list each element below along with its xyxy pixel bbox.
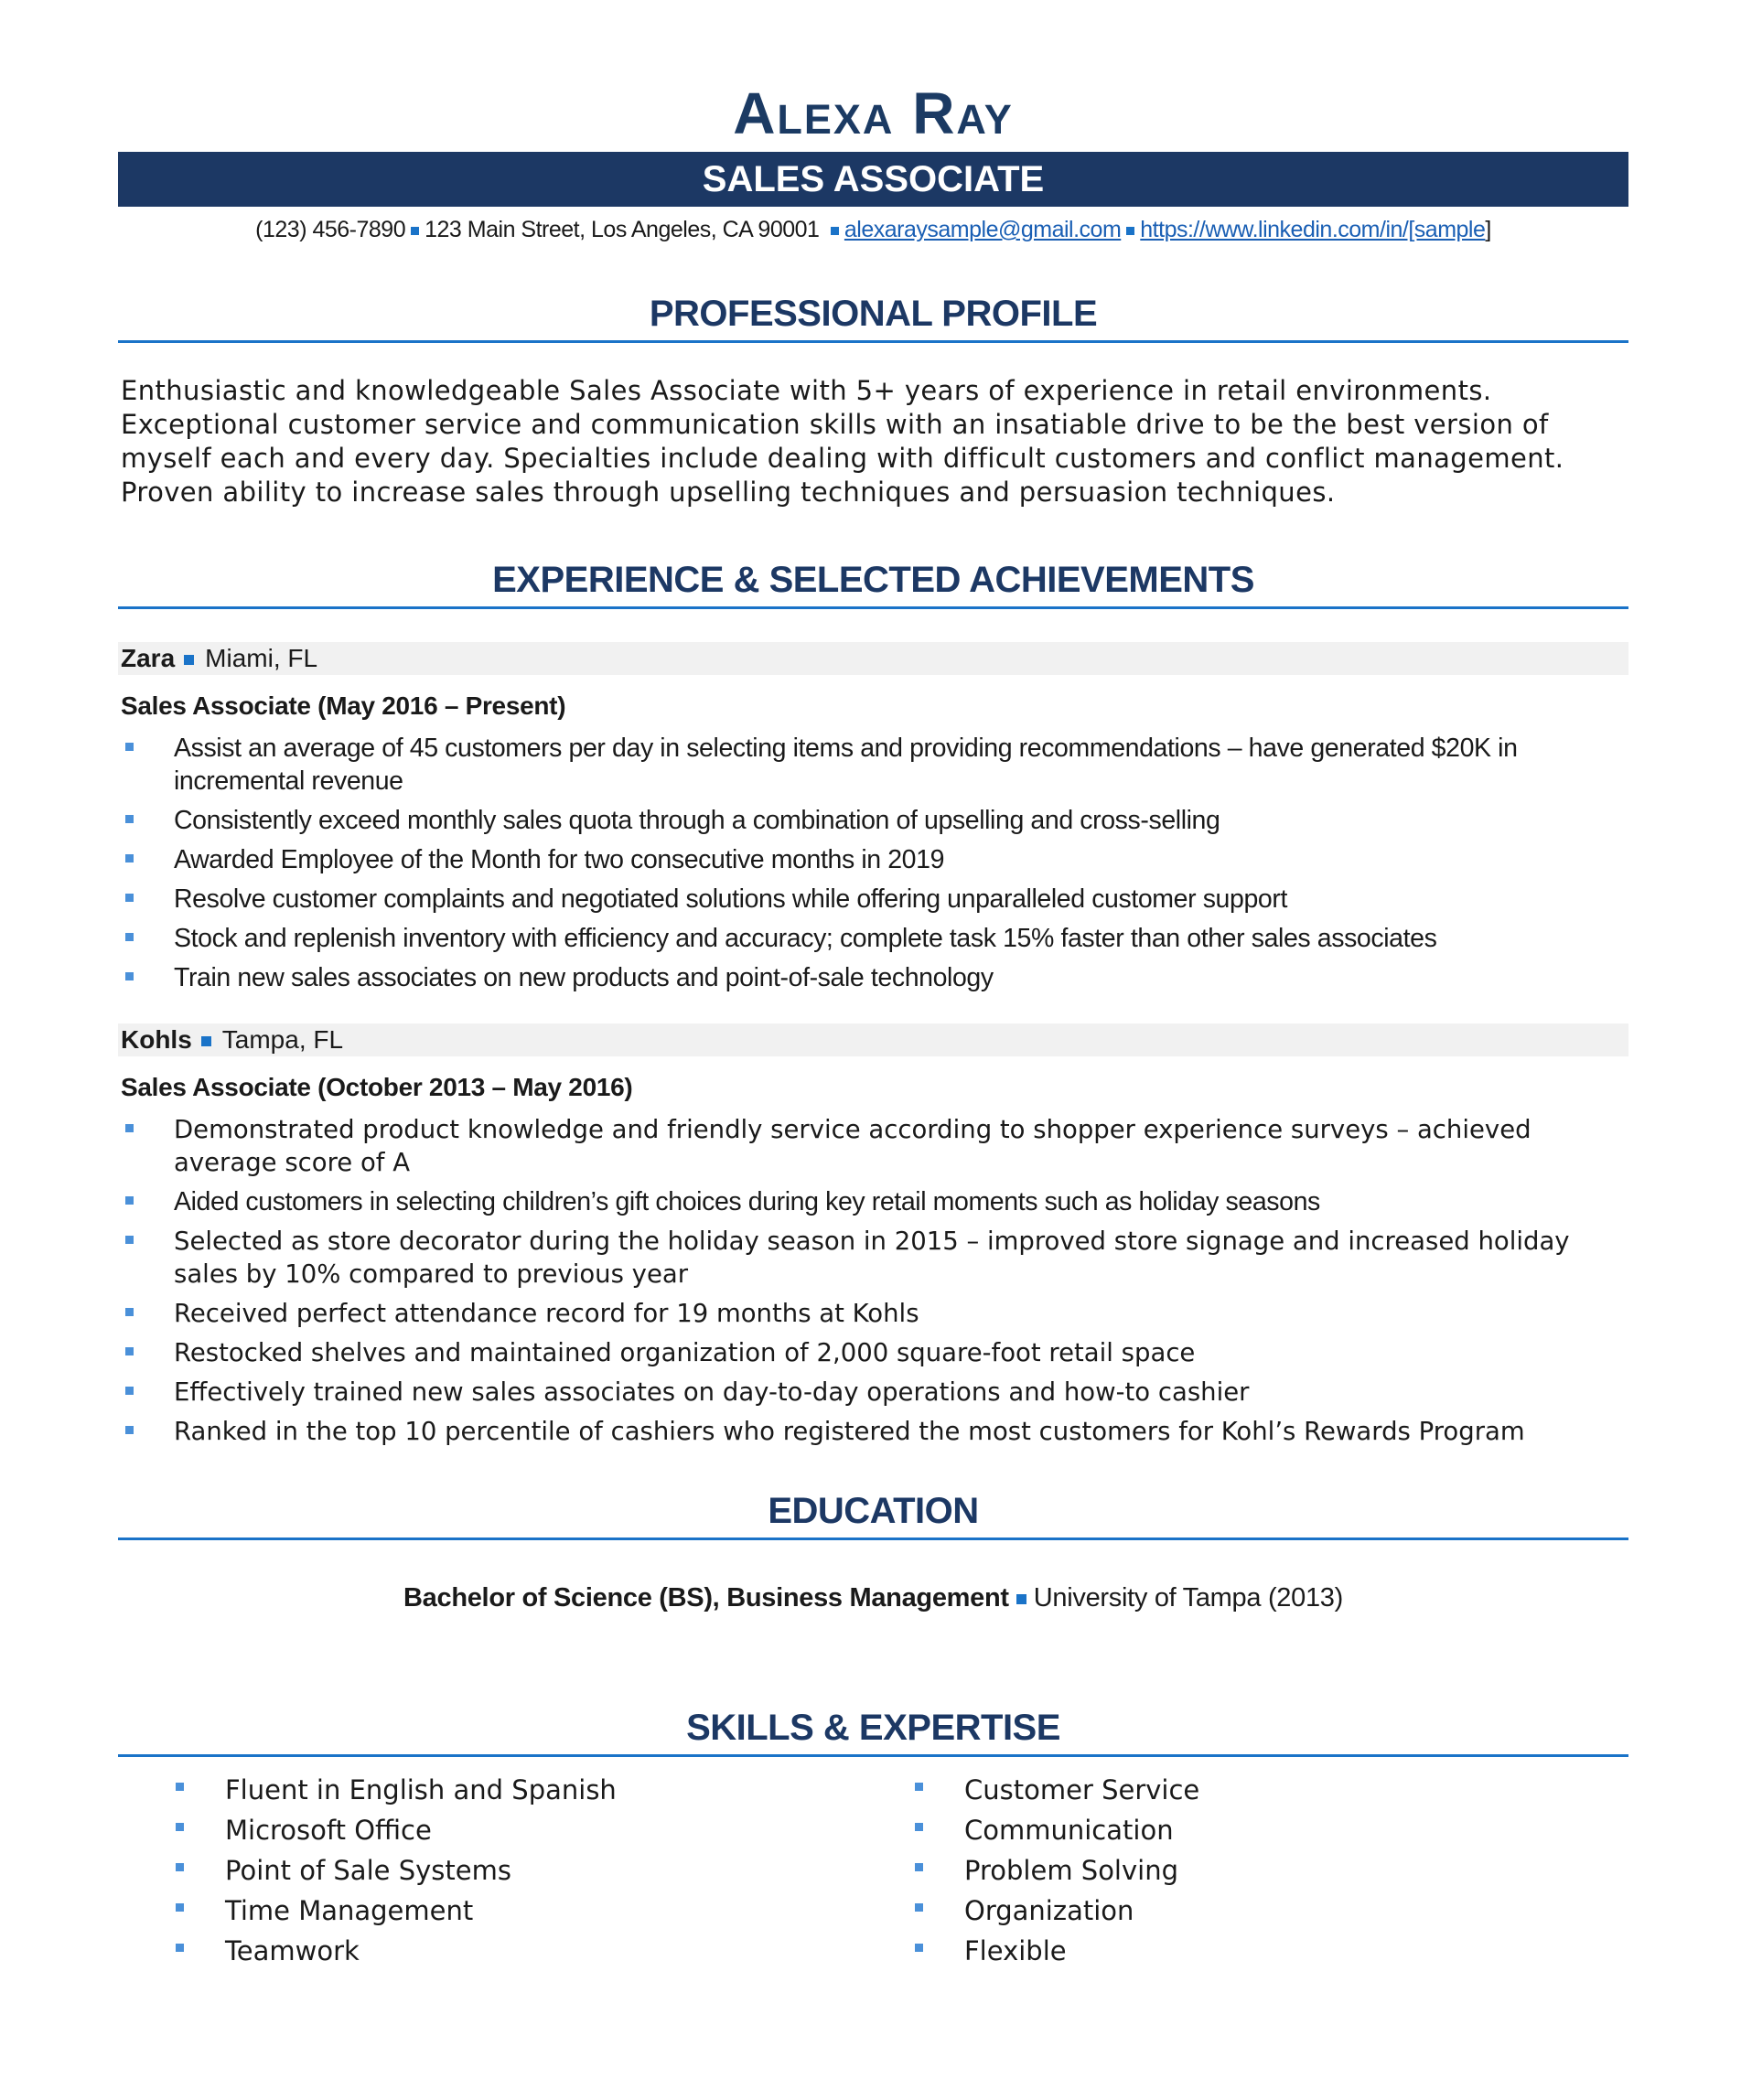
- resume-page: [118, 0, 1628, 1980]
- section-heading-experience: EXPERIENCE & SELECTED ACHIEVEMENTS: [118, 557, 1628, 609]
- profile-summary: [118, 374, 1628, 509]
- list-item: Stock and replenish inventory with efficiency and accuracy; complete task 15% faster than other sales associates: [118, 922, 1628, 955]
- phone-number: (123) 456-7890: [255, 217, 406, 242]
- list-item: Demonstrated product knowledge and friendly service according to shopper experience surveys – achieved average score of A: [118, 1113, 1628, 1179]
- employer-row-kohls: [118, 1023, 1628, 1056]
- list-item: Restocked shelves and maintained organization of 2,000 square-foot retail space: [118, 1336, 1628, 1369]
- section-heading-education: EDUCATION: [118, 1488, 1628, 1540]
- list-item: Assist an average of 45 customers per day in selecting items and providing recommendations – have generated $20K in incremental revenue: [118, 732, 1628, 798]
- bullet-square-icon: [176, 1823, 184, 1831]
- bullet-square-icon: [125, 815, 134, 823]
- list-item: Consistently exceed monthly sales quota through a combination of upselling and cross-selling: [118, 804, 1628, 837]
- list-item: Received perfect attendance record for 19 months at Kohls: [118, 1297, 1628, 1330]
- bullet-square-icon: [125, 1426, 134, 1434]
- list-item: Problem Solving: [913, 1850, 1199, 1891]
- section-heading-skills: SKILLS & EXPERTISE: [118, 1705, 1628, 1757]
- bullet-square-icon: [125, 1387, 134, 1395]
- education-entry: [118, 1580, 1628, 1615]
- skills-column-right: [913, 1770, 1199, 1971]
- list-item: Train new sales associates on new products and point-of-sale technology: [118, 961, 1628, 994]
- list-item: Ranked in the top 10 percentile of cashiers who registered the most customers for Kohl’s Rewards Program: [118, 1415, 1628, 1448]
- separator-square-icon: [1016, 1594, 1026, 1604]
- separator-square-icon: [411, 227, 419, 235]
- bullet-square-icon: [915, 1944, 923, 1952]
- company-location: Tampa, FL: [221, 1025, 344, 1054]
- list-item: Organization: [913, 1891, 1199, 1931]
- bullet-square-icon: [125, 1124, 134, 1132]
- skills-grid: [118, 1770, 1628, 1980]
- job-role: Sales Associate (May 2016 – Present): [121, 691, 566, 720]
- list-item: Fluent in English and Spanish: [174, 1770, 617, 1810]
- bullet-square-icon: [176, 1783, 184, 1791]
- bullet-square-icon: [915, 1823, 923, 1831]
- list-item: Resolve customer complaints and negotiated solutions while offering unparalleled customer support: [118, 883, 1628, 916]
- school: University of Tampa (2013): [1033, 1583, 1343, 1612]
- list-item: Teamwork: [174, 1931, 617, 1971]
- list-item: Communication: [913, 1810, 1199, 1850]
- achievement-list: [118, 732, 1628, 994]
- bullet-square-icon: [915, 1863, 923, 1871]
- linkedin-link[interactable]: https://www.linkedin.com/in/[sample: [1140, 217, 1486, 242]
- list-item: Selected as store decorator during the holiday season in 2015 – improved store signage and increased holiday sales by 10% compared to previous year: [118, 1225, 1628, 1291]
- separator-square-icon: [184, 655, 194, 665]
- linkedin-bracket: ]: [1485, 217, 1491, 242]
- job-role: Sales Associate (October 2013 – May 2016): [121, 1073, 633, 1101]
- bullet-square-icon: [176, 1863, 184, 1871]
- candidate-name: Alexa Ray: [733, 80, 1014, 146]
- company-name: Kohls: [121, 1025, 192, 1054]
- bullet-square-icon: [125, 1196, 134, 1205]
- list-item: Microsoft Office: [174, 1810, 617, 1850]
- bullet-square-icon: [125, 854, 134, 862]
- list-item: Customer Service: [913, 1770, 1199, 1810]
- profile-line: Proven ability to increase sales through upselling techniques and persuasion techniques.: [121, 477, 1336, 508]
- bullet-square-icon: [125, 1308, 134, 1316]
- address: 123 Main Street, Los Angeles, CA 90001: [425, 217, 820, 242]
- degree: Bachelor of Science (BS), Business Management: [403, 1583, 1009, 1612]
- bullet-square-icon: [915, 1903, 923, 1912]
- bullet-square-icon: [125, 743, 134, 751]
- list-item: Time Management: [174, 1891, 617, 1931]
- contact-line: [118, 214, 1628, 245]
- bullet-square-icon: [176, 1903, 184, 1912]
- profile-line: myself each and every day. Specialties include dealing with difficult customers and conflict management.: [121, 443, 1564, 474]
- separator-square-icon: [1126, 227, 1134, 235]
- list-item: Flexible: [913, 1931, 1199, 1971]
- list-item: Point of Sale Systems: [174, 1850, 617, 1891]
- employer-row-zara: [118, 642, 1628, 675]
- separator-square-icon: [201, 1036, 211, 1046]
- list-item: Effectively trained new sales associates on day-to-day operations and how-to cashier: [118, 1376, 1628, 1409]
- profile-line: Exceptional customer service and communication skills with an insatiable drive to be the best version of: [121, 409, 1549, 440]
- skills-column-left: [174, 1770, 617, 1971]
- achievement-list: [118, 1113, 1628, 1448]
- bullet-square-icon: [125, 1347, 134, 1355]
- bullet-square-icon: [125, 933, 134, 941]
- bullet-square-icon: [176, 1944, 184, 1952]
- job-title-banner: SALES ASSOCIATE: [118, 152, 1628, 207]
- bullet-square-icon: [125, 1236, 134, 1244]
- bullet-square-icon: [915, 1783, 923, 1791]
- company-location: Miami, FL: [205, 644, 318, 672]
- separator-square-icon: [831, 227, 839, 235]
- bullet-square-icon: [125, 972, 134, 980]
- section-heading-profile: PROFESSIONAL PROFILE: [118, 291, 1628, 343]
- list-item: Aided customers in selecting children’s gift choices during key retail moments such as holiday seasons: [118, 1185, 1628, 1218]
- email-link[interactable]: alexaraysample@gmail.com: [844, 217, 1122, 242]
- bullet-square-icon: [125, 894, 134, 902]
- list-item: Awarded Employee of the Month for two consecutive months in 2019: [118, 843, 1628, 876]
- company-name: Zara: [121, 644, 176, 672]
- profile-line: Enthusiastic and knowledgeable Sales Associate with 5+ years of experience in retail environments.: [121, 375, 1492, 406]
